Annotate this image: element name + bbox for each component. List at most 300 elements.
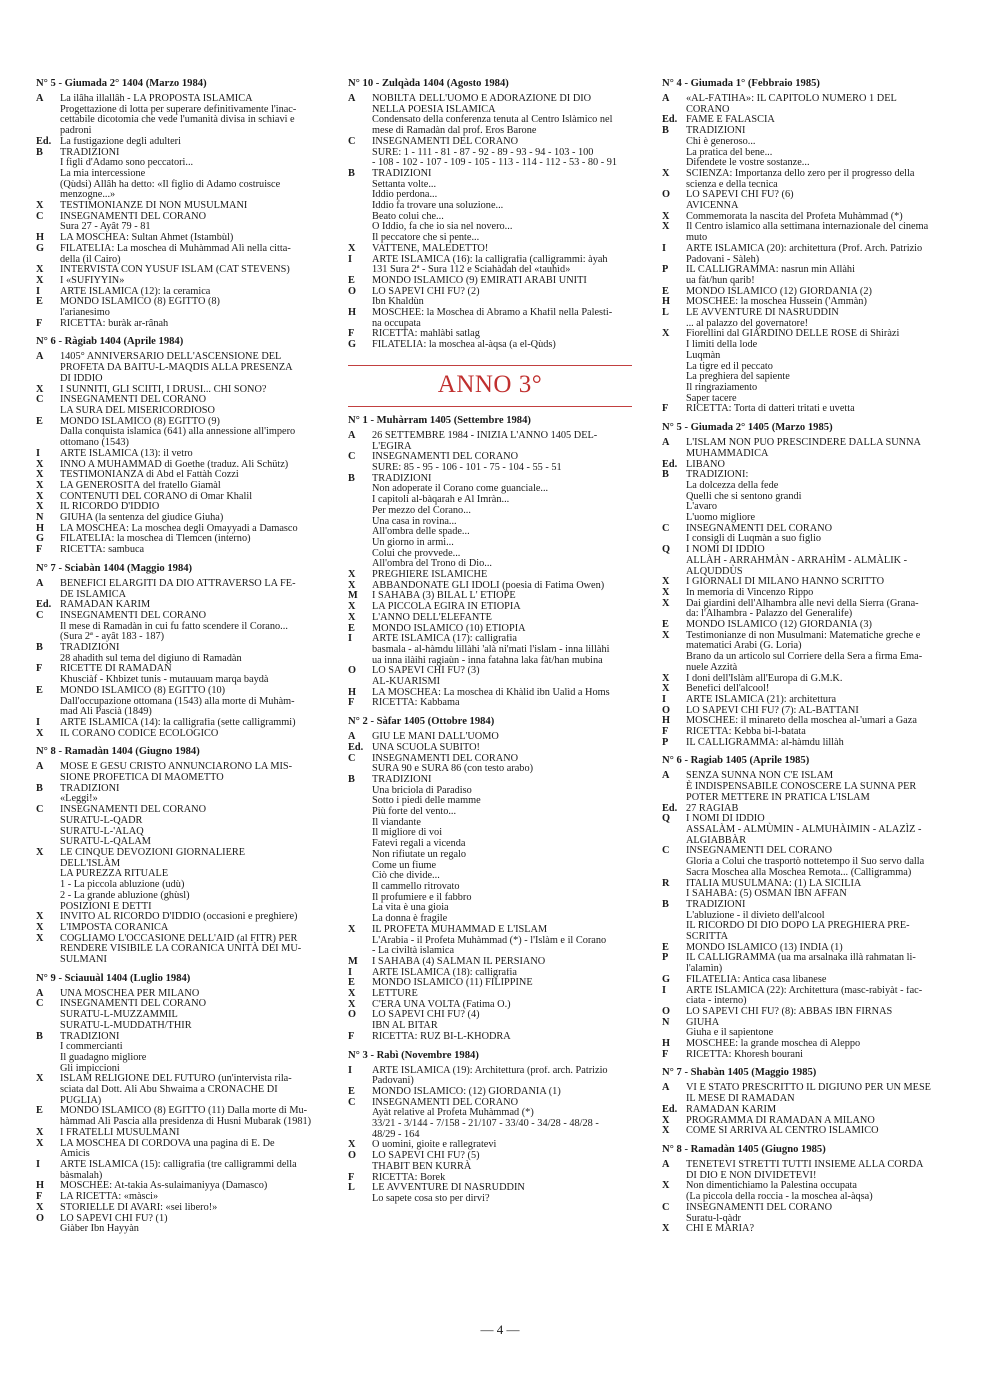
issue-section bbox=[662, 1144, 946, 1235]
entry-line: MOSCHEE: il minareto della moschea al-'umari a Gaza bbox=[686, 716, 917, 727]
entry-line: Una casa in rovina... bbox=[372, 515, 457, 527]
entry-code: C bbox=[36, 210, 44, 222]
entry-line: NELLA POESIA ISLAMICA bbox=[372, 103, 496, 115]
issue-section bbox=[662, 78, 946, 415]
entry-code: X bbox=[662, 629, 670, 641]
entry-line: INSEGNAMENTI DEL CORANO bbox=[60, 395, 207, 406]
entry-line: Dalla conquista islamica (641) alla annessione all'impero bbox=[60, 426, 296, 438]
entry-line: ARTE ISLAMICA (22): Architettura (masc-rabiyàt - fac- bbox=[686, 985, 923, 996]
entry-line: nuele Azzità bbox=[686, 661, 738, 673]
entry-line: DE ISLAMICA bbox=[60, 588, 127, 600]
entry-body bbox=[60, 460, 320, 471]
entry-body bbox=[60, 265, 320, 276]
entry-code: F bbox=[348, 697, 355, 709]
entry-body bbox=[686, 1050, 946, 1061]
issue-title: N° 8 - Ramadàn 1404 (Giugno 1984) bbox=[36, 746, 200, 758]
entry-line: TRADIZIONI: bbox=[686, 470, 749, 481]
index-entry bbox=[348, 1151, 632, 1172]
entry-body bbox=[60, 1192, 320, 1203]
entry-code: P bbox=[662, 264, 669, 276]
entry-body bbox=[686, 814, 946, 846]
issue-section bbox=[348, 1050, 632, 1205]
entry-code: X bbox=[36, 1137, 44, 1149]
index-entry bbox=[348, 602, 632, 613]
entry-body bbox=[372, 581, 632, 592]
year-divider bbox=[348, 406, 632, 407]
entry-line: bàsmalah) bbox=[60, 1169, 103, 1181]
entry-body bbox=[60, 276, 320, 287]
entry-code: E bbox=[662, 941, 669, 953]
entry-body bbox=[60, 148, 320, 202]
issue-title: N° 5 - Giumada 2° 1404 (Marzo 1984) bbox=[36, 78, 207, 89]
entry-line: (La piccola della roccia - la moschea al-àqsa) bbox=[686, 1191, 873, 1203]
entry-line: TRADIZIONI bbox=[372, 774, 432, 785]
entry-body bbox=[686, 545, 946, 577]
entry-line: INSEGNAMENTI DEL CORANO bbox=[60, 211, 207, 222]
index-entry bbox=[36, 212, 320, 233]
entry-line: RICETTA: Borek bbox=[372, 1172, 446, 1183]
index-entry bbox=[348, 775, 632, 925]
entry-body bbox=[686, 1160, 946, 1181]
index-entry bbox=[662, 684, 946, 695]
entry-line: L'avaro bbox=[686, 501, 718, 513]
entry-line: 131 Sura 2ª - Sura 112 e Sciahàdah del «tauhìd» bbox=[372, 264, 571, 276]
entry-code: B bbox=[36, 1030, 43, 1042]
entry-line: LO SAPEVI CHI FU? (7): AL-BATTANI bbox=[686, 705, 859, 716]
entry-code: Q bbox=[662, 544, 671, 556]
entry-line: GIU LE MANI DALL'UOMO bbox=[372, 732, 499, 743]
entry-code: F bbox=[662, 403, 669, 415]
index-entry bbox=[348, 329, 632, 340]
entry-line: TRADIZIONI bbox=[372, 473, 432, 484]
entry-line: FILATELIA: La moschea di Muhàmmad Alì nella citta- bbox=[60, 243, 291, 254]
index-entry bbox=[348, 613, 632, 624]
index-entry bbox=[662, 1039, 946, 1050]
entry-body bbox=[372, 255, 632, 276]
index-entry bbox=[36, 492, 320, 503]
entry-body bbox=[686, 620, 946, 631]
entry-line: LA GENEROSITÀ del fratello Giamàl bbox=[60, 480, 221, 491]
issue-section bbox=[662, 755, 946, 1060]
entry-line: MONDO ISLAMICO (11) FILIPPINE bbox=[372, 978, 533, 989]
column-right bbox=[662, 78, 946, 1242]
entry-line: C'ERA UNA VOLTA (Fatima O.) bbox=[372, 999, 511, 1010]
entry-line: I «SUFIYYIN» bbox=[60, 275, 125, 286]
entry-body bbox=[372, 1140, 632, 1151]
index-entry bbox=[36, 395, 320, 416]
entry-body bbox=[372, 1151, 632, 1172]
entry-body bbox=[372, 276, 632, 287]
entry-line: BENEFICI ELARGITI DA DIO ATTRAVERSO LA FE- bbox=[60, 578, 296, 589]
index-entry bbox=[348, 431, 632, 452]
entry-code: E bbox=[348, 274, 355, 286]
entry-line: Saper tacere bbox=[686, 392, 737, 404]
index-entry bbox=[662, 577, 946, 588]
entry-line: L'ANNO DELL'ELEFANTE bbox=[372, 612, 492, 623]
issue-section bbox=[36, 78, 320, 329]
issue-title: N° 2 - Sàfar 1405 (Ottobre 1984) bbox=[348, 716, 495, 728]
entry-line: SURATU-L-QALAM bbox=[60, 836, 151, 848]
entry-body bbox=[60, 923, 320, 934]
entry-code: E bbox=[348, 622, 355, 634]
entry-body bbox=[60, 287, 320, 298]
index-entry bbox=[662, 1160, 946, 1181]
entry-line: I GIORNALI DI MILANO HANNO SCRITTO bbox=[686, 577, 885, 588]
entry-line: TRADIZIONI bbox=[60, 783, 120, 794]
index-entry bbox=[36, 762, 320, 783]
entry-body bbox=[372, 602, 632, 613]
index-entry bbox=[348, 340, 632, 351]
entry-line: 48/29 - 164 bbox=[372, 1128, 420, 1140]
entry-body bbox=[686, 308, 946, 329]
entry-body bbox=[60, 600, 320, 611]
entry-body bbox=[686, 470, 946, 524]
index-entry bbox=[36, 999, 320, 1031]
entry-line: TRADIZIONI bbox=[60, 643, 120, 654]
entry-body bbox=[60, 534, 320, 545]
entry-line: La vita è una gioia bbox=[372, 902, 449, 914]
index-entry bbox=[662, 620, 946, 631]
entry-line: MONDO ISLAMICO (8) EGITTO (10) bbox=[60, 685, 226, 696]
entry-line: Il Centro islamico alla settimana internazionale del cinema bbox=[686, 222, 929, 233]
entry-code: O bbox=[36, 1212, 45, 1224]
entry-line: GIUHA (la sentenza del giudice Giuha) bbox=[60, 513, 224, 524]
entry-line: «Leggi!» bbox=[60, 793, 98, 805]
entry-body bbox=[372, 474, 632, 570]
entry-body bbox=[60, 385, 320, 396]
index-entry bbox=[662, 727, 946, 738]
entry-code: A bbox=[348, 93, 356, 104]
index-entry bbox=[36, 664, 320, 685]
entry-body bbox=[686, 846, 946, 878]
index-entry bbox=[348, 666, 632, 687]
entry-line: LA MOSCHEA: La moschea degli Omayyadi a Damasco bbox=[60, 523, 298, 534]
entry-line: ISLAM RELIGIONE DEL FUTURO (un'intervista rila- bbox=[60, 1074, 292, 1085]
entry-code: I bbox=[348, 253, 353, 265]
entry-code: X bbox=[36, 479, 44, 491]
index-entry bbox=[36, 805, 320, 848]
page-number: — 4 — bbox=[480, 1322, 520, 1337]
index-entry bbox=[348, 754, 632, 775]
index-entry bbox=[36, 1192, 320, 1203]
entry-code: I bbox=[662, 242, 667, 254]
entry-line: SURE: 1 - 111 - 81 - 87 - 92 - 89 - 93 - 94 - 103 - 100 bbox=[372, 146, 594, 158]
index-entry bbox=[36, 94, 320, 137]
index-entry bbox=[36, 297, 320, 318]
index-entry bbox=[662, 986, 946, 1007]
entry-code: O bbox=[348, 285, 357, 297]
index-entry bbox=[662, 846, 946, 878]
entry-body bbox=[686, 126, 946, 169]
entry-body bbox=[60, 449, 320, 460]
index-entry bbox=[36, 460, 320, 471]
entry-code: X bbox=[36, 911, 44, 923]
entry-line: POSIZIONI E DETTI bbox=[60, 900, 152, 912]
entry-line: INSEGNAMENTI DEL CORANO bbox=[686, 523, 833, 534]
entry-line: O uomini, gioite e rallegratevi bbox=[372, 1140, 497, 1151]
entry-code: Ed. bbox=[662, 802, 678, 814]
index-entry bbox=[36, 502, 320, 513]
entry-line: I SUNNITI, GLI SCIITI, I DRUSI... CHI SONO? bbox=[60, 384, 267, 395]
entry-body bbox=[686, 1116, 946, 1127]
entry-line: FILATELIA: la moschea di Tlemcen (interno) bbox=[60, 534, 251, 545]
entry-line: MOSCHEE: At-takia As-sulaimaniyya (Damasco) bbox=[60, 1181, 268, 1192]
entry-body bbox=[60, 481, 320, 492]
entry-line: mad Ali Pascià (1849) bbox=[60, 706, 152, 718]
entry-line: Gloria a Colui che trasportò nottetempo il Suo servo dalla bbox=[686, 856, 925, 868]
index-entry bbox=[36, 233, 320, 244]
entry-line: IL CALLIGRAMMA: al-hàmdu lillàh bbox=[686, 737, 844, 748]
entry-body bbox=[60, 470, 320, 481]
entry-body bbox=[686, 716, 946, 727]
entry-line: INSEGNAMENTI DEL CORANO bbox=[372, 753, 519, 764]
entry-body bbox=[686, 695, 946, 706]
entry-code: A bbox=[348, 731, 356, 743]
entry-line: O Iddio, fa che io sia nel novero... bbox=[372, 221, 513, 233]
entry-line: LETTURE bbox=[372, 989, 418, 1000]
entry-code: X bbox=[348, 988, 356, 1000]
entry-line: LO SAPEVI CHI FU? (4) bbox=[372, 1010, 480, 1021]
entry-line: LE AVVENTURE DI NASRUDDIN bbox=[372, 1183, 525, 1194]
entry-body bbox=[60, 212, 320, 233]
index-entry bbox=[662, 524, 946, 545]
entry-code: I bbox=[36, 716, 41, 728]
entry-code: I bbox=[662, 984, 667, 996]
index-entry bbox=[348, 732, 632, 743]
entry-line: (Qùdsi) Allâh ha detto: «Il figlio di Adamo costruisce bbox=[60, 178, 281, 190]
entry-line: Non adoperate il Corano come guanciale... bbox=[372, 483, 549, 495]
entry-line: Non dimentichiamo la Palestina occupata bbox=[686, 1181, 857, 1192]
entry-line: RICETTA: Khoresh bourani bbox=[686, 1049, 803, 1060]
index-entry bbox=[36, 481, 320, 492]
entry-code: C bbox=[348, 1096, 356, 1108]
entry-line: ALQUDDÙS bbox=[686, 565, 743, 577]
entry-code: R bbox=[662, 877, 670, 889]
entry-body bbox=[686, 1007, 946, 1018]
entry-code: H bbox=[662, 1038, 671, 1050]
entry-line: SURATU-L-QADR bbox=[60, 814, 143, 826]
entry-line: ITALIA MUSULMANA: (1) LA SICILIA bbox=[686, 878, 862, 889]
entry-body bbox=[686, 975, 946, 986]
issue-section bbox=[662, 1067, 946, 1137]
entry-line: SIONE PROFETICA DI MAOMETTO bbox=[60, 772, 224, 784]
entry-body bbox=[60, 1139, 320, 1160]
index-entry bbox=[36, 449, 320, 460]
entry-line: SURATU-L-MUDDATH/THIR bbox=[60, 1019, 192, 1031]
index-entry bbox=[36, 1214, 320, 1235]
entry-code: X bbox=[662, 576, 670, 588]
entry-code: C bbox=[36, 998, 44, 1010]
index-entry bbox=[662, 1224, 946, 1235]
entry-body bbox=[372, 688, 632, 699]
index-entry bbox=[348, 581, 632, 592]
entry-line: PROFETA DA BAITU-L-MAQDIS ALLA PRESENZA bbox=[60, 362, 293, 374]
index-entry bbox=[36, 923, 320, 934]
entry-line: 1 - La piccola abluzione (udù) bbox=[60, 879, 185, 891]
entry-code: X bbox=[348, 242, 356, 254]
entry-line: La dolcezza della fede bbox=[686, 479, 779, 491]
entry-code: F bbox=[662, 726, 669, 738]
entry-body bbox=[60, 989, 320, 1000]
entry-body bbox=[372, 1173, 632, 1184]
entry-body bbox=[686, 94, 946, 115]
entry-body bbox=[372, 94, 632, 137]
entry-line: L'abluzione - il divieto dell'alcool bbox=[686, 909, 825, 921]
entry-line: MONDO ISLAMICO (12) GIORDANIA (2) bbox=[686, 286, 872, 297]
index-entry bbox=[36, 1128, 320, 1139]
entry-line: AL-KUARISMI bbox=[372, 676, 441, 688]
column-left bbox=[36, 78, 320, 1242]
entry-code: X bbox=[36, 727, 44, 739]
entry-code: O bbox=[662, 1005, 671, 1017]
index-entry bbox=[348, 978, 632, 989]
entry-body bbox=[372, 308, 632, 329]
entry-code: F bbox=[662, 1048, 669, 1060]
entry-code: L bbox=[348, 1182, 355, 1194]
entry-body bbox=[372, 666, 632, 687]
entry-line: UNA SCUOLA SUBITO! bbox=[372, 742, 480, 753]
entry-line: Gli impiccioni bbox=[60, 1062, 120, 1074]
entry-body bbox=[372, 570, 632, 581]
year-heading: ANNO 3° bbox=[348, 365, 632, 400]
entry-line: L'uomo migliore bbox=[686, 512, 756, 524]
entry-code: Ed. bbox=[348, 741, 364, 753]
entry-code: X bbox=[36, 490, 44, 502]
entry-code: B bbox=[662, 898, 669, 910]
entry-line: MONDO ISLAMICO (8) EGITTO (11) Dalla morte di Mu- bbox=[60, 1106, 308, 1117]
entry-line: INNO A MUHÀMMAD di Goethe (traduz. Ali Schütz) bbox=[60, 459, 289, 470]
entry-line: Ciò che divide... bbox=[372, 870, 440, 882]
entry-line: INSEGNAMENTI DEL CORANO bbox=[60, 805, 207, 816]
entry-body bbox=[60, 912, 320, 923]
entry-code: A bbox=[662, 1158, 670, 1170]
entry-line: I capitoli al-bàqarah e Al Imràn... bbox=[372, 494, 510, 506]
entry-code: A bbox=[36, 987, 44, 999]
index-entry bbox=[348, 698, 632, 709]
index-entry bbox=[662, 126, 946, 169]
index-entry bbox=[662, 244, 946, 265]
entry-line: Brano da un articolo sul Corriere della Sera a firma Ema- bbox=[686, 651, 923, 663]
entry-line: RAMADAN KARIM bbox=[686, 1104, 777, 1115]
entry-code: C bbox=[348, 135, 356, 147]
entry-code: I bbox=[348, 966, 353, 978]
entry-body bbox=[372, 613, 632, 624]
entry-line: TRADIZIONI bbox=[686, 899, 746, 910]
entry-line: I FRATELLI MUSULMANI bbox=[60, 1127, 180, 1138]
entry-body bbox=[686, 460, 946, 471]
entry-line: muto bbox=[686, 232, 708, 244]
entry-line: LA MOSCHEA DI CORDOVA una pagina di E. De bbox=[60, 1138, 275, 1149]
entry-code: O bbox=[348, 665, 357, 677]
index-entry bbox=[36, 934, 320, 966]
entry-line: La preghiera del sapiente bbox=[686, 371, 790, 383]
index-entry bbox=[662, 212, 946, 223]
entry-body bbox=[372, 329, 632, 340]
index-entry bbox=[662, 706, 946, 717]
index-entry bbox=[662, 771, 946, 803]
entry-line: Khusciàf - Khbizet tunis - mutauuam marqa baydà bbox=[60, 674, 269, 686]
entry-line: Fatevi regali a vicenda bbox=[372, 838, 466, 850]
entry-body bbox=[686, 244, 946, 265]
index-entry bbox=[36, 1074, 320, 1106]
index-entry bbox=[662, 588, 946, 599]
entry-line: ASSALÀM - ALMÙMIN - ALMUHÀIMIN - ALAZÌZ - bbox=[686, 824, 922, 835]
issue-title: N° 4 - Giumada 1° (Febbraio 1985) bbox=[662, 78, 820, 89]
index-entry bbox=[662, 460, 946, 471]
entry-body bbox=[686, 706, 946, 717]
entry-code: E bbox=[36, 684, 43, 696]
entry-line: 2 - La grande abluzione (ghùsl) bbox=[60, 889, 190, 901]
entry-line: Fiorellini dal GIARDINO DELLE ROSE di Shiràzi bbox=[686, 329, 900, 340]
entry-code: X bbox=[36, 932, 44, 944]
index-entry bbox=[662, 900, 946, 943]
index-entry bbox=[348, 624, 632, 635]
entry-body bbox=[60, 545, 320, 556]
entry-body bbox=[60, 718, 320, 729]
entry-line: ciata - interno) bbox=[686, 995, 747, 1007]
entry-line: IBN AL BITAR bbox=[372, 1020, 438, 1032]
index-entry bbox=[348, 688, 632, 699]
entry-code: F bbox=[348, 1030, 355, 1042]
index-entry bbox=[348, 1173, 632, 1184]
index-entry bbox=[36, 1106, 320, 1127]
entry-body bbox=[686, 1105, 946, 1116]
entry-body bbox=[372, 1000, 632, 1011]
entry-line: LO SAPEVI CHI FU? (6) bbox=[686, 190, 794, 201]
entry-code: Ed. bbox=[36, 135, 52, 147]
issue-title: N° 10 - Zulqàda 1404 (Agosto 1984) bbox=[348, 78, 509, 89]
entry-body bbox=[372, 925, 632, 957]
entry-line: Colui che provvede... bbox=[372, 547, 461, 559]
entry-line: I doni dell'Islàm all'Europa di G.M.K. bbox=[686, 673, 843, 684]
index-entry bbox=[348, 308, 632, 329]
index-entry bbox=[36, 611, 320, 643]
entry-line: MONDO ISLAMICO: (12) GIORDANIA (1) bbox=[372, 1086, 561, 1097]
entry-line: TRADIZIONI bbox=[372, 168, 432, 179]
entry-line: RENDERE VISIBILE LA CORANICA UNITÀ DEI MU- bbox=[60, 943, 302, 955]
entry-code: B bbox=[36, 642, 43, 654]
index-entry bbox=[36, 1181, 320, 1192]
entry-line: DELL'ISLÀM bbox=[60, 857, 121, 869]
entry-body bbox=[60, 319, 320, 330]
entry-line: L'EGIRA bbox=[372, 440, 412, 452]
entry-body bbox=[372, 1183, 632, 1204]
entry-body bbox=[686, 297, 946, 308]
index-entry bbox=[662, 404, 946, 415]
entry-line: Padovani) bbox=[372, 1075, 414, 1087]
entry-line: La ilâha illallâh - LA PROPOSTA ISLAMICA bbox=[60, 94, 253, 104]
index-entry bbox=[662, 545, 946, 577]
entry-body bbox=[686, 986, 946, 1007]
entry-line: SURA 90 e SURA 86 (con testo arabo) bbox=[372, 763, 534, 775]
entry-line: Quelli che si sentono grandi bbox=[686, 490, 802, 502]
issue-title: N° 7 - Shabàn 1405 (Maggio 1985) bbox=[662, 1067, 817, 1079]
entry-line: IL RICORDO DI DIO DOPO LA PREGHIERA PRE- bbox=[686, 920, 910, 932]
entry-body bbox=[60, 848, 320, 912]
entry-code: C bbox=[348, 752, 356, 764]
entry-code: F bbox=[36, 544, 43, 556]
entry-line: ARTE ISLAMICA (21): architettura bbox=[686, 694, 837, 705]
entry-line: ... al palazzo del governatore! bbox=[686, 317, 809, 329]
entry-code: B bbox=[662, 469, 669, 481]
entry-body bbox=[60, 395, 320, 416]
entry-line: basmala - al-hàmdu lillàhi 'alà ni'mati l'islam - inna lillàhi bbox=[372, 643, 610, 655]
index-entry bbox=[662, 599, 946, 620]
entry-line: MONDO ISLAMICO (13) INDIA (1) bbox=[686, 942, 843, 953]
entry-code: H bbox=[348, 307, 357, 319]
column-middle bbox=[348, 78, 632, 1212]
entry-line: l'alamìn) bbox=[686, 963, 723, 975]
